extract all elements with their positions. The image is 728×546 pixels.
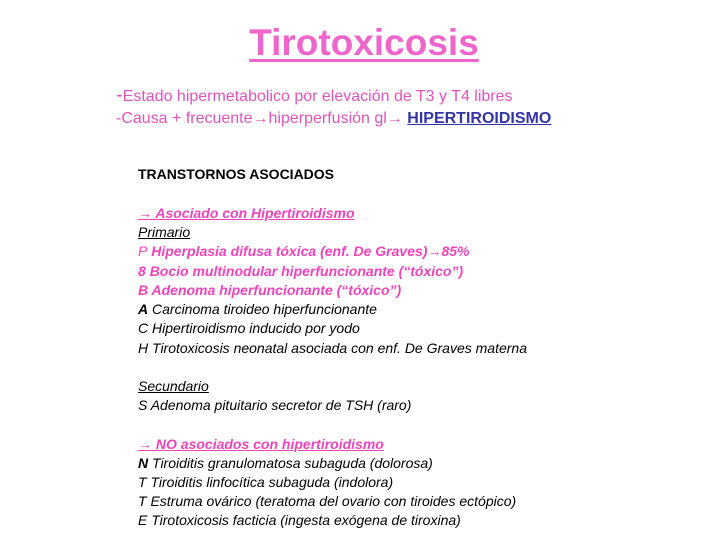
assoc-item-p	[138, 243, 469, 259]
item-text: Hipertiroidismo inducido por yodo	[152, 320, 360, 336]
item-lead: S	[138, 397, 148, 413]
item-text: Adenoma pituitario secretor de TSH (raro)	[150, 397, 412, 413]
intro-line-2-prefix: -Causa + frecuente	[116, 110, 253, 127]
secundario-label: Secundario	[138, 378, 209, 394]
intro-line-1-text: Estado hipermetabolico por elevación de T3 y T4 libres	[122, 88, 513, 105]
item-lead: N	[138, 455, 149, 471]
assoc-item-a	[138, 301, 377, 317]
assoc-item-8	[138, 263, 463, 279]
item-lead: C	[138, 320, 149, 336]
assoc-header[interactable]: → Asociado con Hipertiroidismo	[138, 205, 355, 221]
intro-line-1	[116, 84, 513, 107]
item-text: Tiroiditis granulomatosa subaguda (dolorosa)	[152, 455, 433, 471]
noassoc-item-e	[138, 512, 461, 528]
hipertiroidismo-link[interactable]: HIPERTIROIDISMO	[407, 110, 552, 127]
item-lead: 8	[138, 263, 146, 279]
secundario-item-s	[138, 397, 411, 413]
section-heading: TRANSTORNOS ASOCIADOS	[138, 166, 335, 182]
assoc-item-h	[138, 340, 527, 356]
item-text: Tirotoxicosis facticia (ingesta exógena de tiroxina)	[151, 512, 461, 528]
intro-dash: -	[116, 84, 123, 106]
noassoc-item-t1	[138, 474, 393, 490]
noassoc-header[interactable]: → NO asociados con hipertiroidismo	[138, 436, 384, 452]
item-text: Tiroiditis linfocítica subaguda (indolora)	[150, 474, 394, 490]
item-lead: A	[138, 301, 149, 317]
item-text: Tirotoxicosis neonatal asociada con enf. De Graves materna	[152, 340, 527, 356]
item-suffix: 85%	[441, 243, 470, 259]
item-text: Carcinoma tiroideo hiperfuncionante	[152, 301, 377, 317]
item-lead: P	[138, 243, 148, 259]
item-text: Estruma ovárico (teratoma del ovario con tiroides ectópico)	[150, 493, 517, 509]
intro-line-2	[116, 110, 551, 128]
primario-label: Primario	[138, 224, 191, 240]
item-lead: B	[138, 282, 149, 298]
item-text: Hiperplasia difusa tóxica (enf. De Graves)	[151, 243, 428, 259]
arrow-right-icon: →	[386, 110, 403, 127]
item-text: Adenoma hiperfuncionante (“tóxico”)	[151, 282, 402, 298]
item-lead: E	[138, 512, 148, 528]
item-text: Bocio multinodular hiperfuncionante (“tóxico”)	[149, 263, 464, 279]
item-lead: H	[138, 340, 149, 356]
arrow-right-icon: →	[252, 110, 269, 127]
assoc-item-b	[138, 282, 401, 298]
noassoc-item-n	[138, 455, 433, 471]
noassoc-item-t2	[138, 493, 516, 509]
intro-line-2-middle: hiperperfusión gl	[268, 110, 387, 127]
page-title: Tirotoxicosis	[249, 22, 479, 63]
item-lead: T	[138, 493, 147, 509]
assoc-item-c	[138, 320, 360, 336]
arrow-right-icon: →	[427, 243, 442, 259]
item-lead: T	[138, 474, 147, 490]
